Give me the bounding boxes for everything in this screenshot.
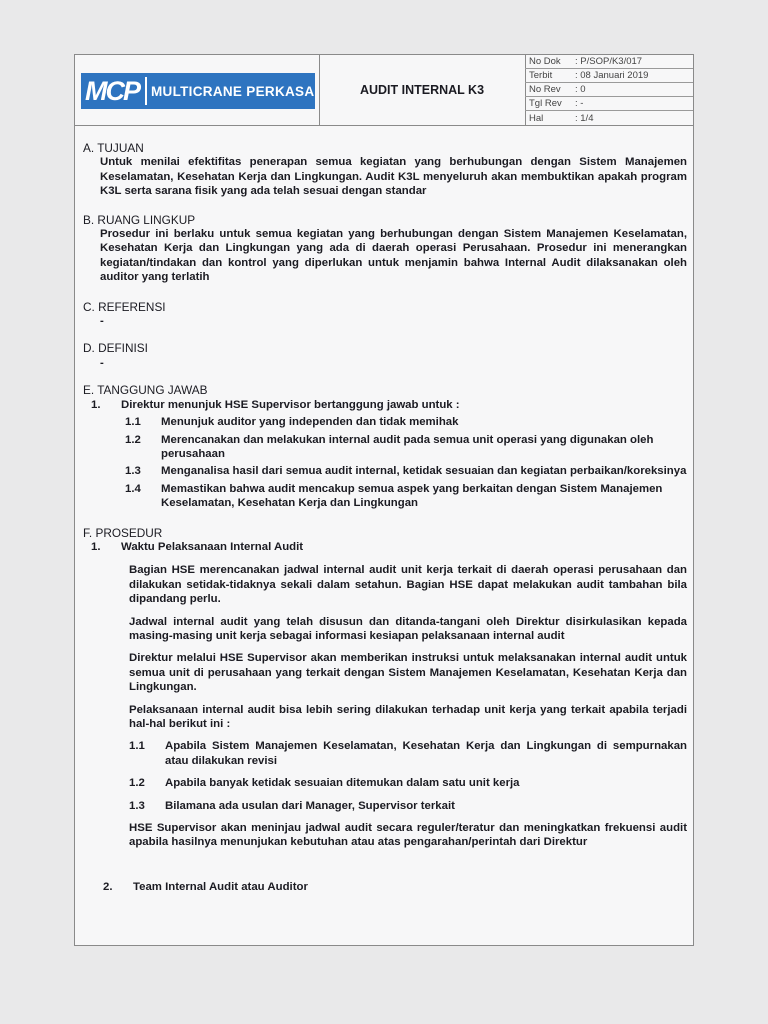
document-page xyxy=(74,54,694,946)
sub-list-item xyxy=(83,739,687,768)
meta-value: : P/SOP/K3/017 xyxy=(575,56,643,67)
meta-value: : 0 xyxy=(575,84,586,95)
logo-cell xyxy=(75,55,320,125)
meta-value: : 1/4 xyxy=(575,112,594,124)
section-body: - xyxy=(100,315,104,328)
meta-row-tgl-rev xyxy=(525,97,693,111)
paragraph: Bagian HSE merencanakan jadwal internal audit unit kerja terkait di daerah operasi perusahaan dan dilakukan setidak-tidaknya sekali dalam setahun. Bagian HSE dapat melakukan audit tambahan bila dipandang perlu. xyxy=(129,564,687,606)
sub-list-text: Memastikan bahwa audit mencakup semua aspek yang berkaitan dengan Sistem Manajemen Keselamatan, Kesehatan Kerja dan Lingkungan xyxy=(161,482,663,510)
sub-list-number: 1.2 xyxy=(125,433,141,446)
document-header xyxy=(75,55,693,126)
sub-list-number: 1.3 xyxy=(125,465,141,478)
section-body: Untuk menilai efektifitas penerapan semua kegiatan yang berhubungan dengan Sistem Manajemen Keselamatan, Kesehatan Kerja dan Lingkungan. Audit K3L menyeluruh akan membuktikan apakah program K3L serta sarana fisik yang ada telah sesuai dengan standar xyxy=(100,156,687,198)
section-title: A. TUJUAN xyxy=(83,141,144,155)
meta-row-hal xyxy=(525,111,693,125)
list-text: Direktur menunjuk HSE Supervisor bertanggung jawab untuk : xyxy=(121,398,460,411)
sub-list-item xyxy=(83,433,687,462)
sub-list-text: Bilamana ada usulan dari Manager, Supervisor terkait xyxy=(165,799,455,812)
logo-company-name: MULTICRANE PERKASA xyxy=(151,83,315,99)
sub-list-number: 1.1 xyxy=(125,416,141,429)
meta-key: Terbit xyxy=(529,70,553,81)
section-title: C. REFERENSI xyxy=(83,299,166,314)
paragraph: Pelaksanaan internal audit bisa lebih sering dilakukan terhadap unit kerja yang terkait apabila terjadi hal-hal berikut ini : xyxy=(129,703,687,730)
meta-key: No Rev xyxy=(529,84,561,95)
sub-list-text: Merencanakan dan melakukan internal audit pada semua unit operasi yang digunakan oleh perusahaan xyxy=(161,433,654,460)
list-item xyxy=(83,398,687,412)
sub-list-item xyxy=(83,799,687,813)
sub-list-text: Apabila banyak ketidak sesuaian ditemukan dalam satu unit kerja xyxy=(165,777,520,790)
logo-mark: MCP xyxy=(85,75,139,106)
list-number: 1. xyxy=(91,540,101,553)
meta-key: Hal xyxy=(529,112,544,124)
meta-value: : - xyxy=(575,98,584,109)
document-body xyxy=(83,141,687,894)
section-definisi xyxy=(83,341,687,370)
sub-list-text: Menunjuk auditor yang independen dan tidak memihak xyxy=(161,416,459,429)
sub-list-item xyxy=(83,776,687,790)
sub-list-item xyxy=(83,464,687,478)
sub-list-number: 1.2 xyxy=(129,777,145,790)
list-item xyxy=(83,880,687,894)
section-prosedur xyxy=(83,526,687,895)
section-referensi xyxy=(83,300,687,329)
sub-list-item xyxy=(83,482,687,511)
document-title: AUDIT INTERNAL K3 xyxy=(319,55,526,125)
meta-key: Tgl Rev xyxy=(529,98,562,109)
sub-list-text: Menganalisa hasil dari semua audit internal, ketidak sesuaian dan kegiatan perbaikan/koreksinya xyxy=(161,465,687,478)
company-logo xyxy=(81,73,315,109)
sub-list-text: Apabila Sistem Manajemen Keselamatan, Kesehatan Kerja dan Lingkungan di sempurnakan atau dilakukan revisi xyxy=(165,740,687,767)
sub-list-number: 1.4 xyxy=(125,482,141,495)
sub-list-number: 1.3 xyxy=(129,799,145,812)
list-number: 2. xyxy=(103,880,113,893)
paragraph: Jadwal internal audit yang telah disusun dan ditanda-tangani oleh Direktur disirkulasikan kepada masing-masing unit kerja sebagai informasi kesiapan pelaksanaan internal audit xyxy=(129,615,687,642)
section-title: F. PROSEDUR xyxy=(83,525,163,540)
meta-key: No Dok xyxy=(529,56,561,67)
sub-list-number: 1.1 xyxy=(129,740,145,753)
list-text: Waktu Pelaksanaan Internal Audit xyxy=(121,540,304,553)
meta-value: : 08 Januari 2019 xyxy=(575,70,649,81)
meta-row-no-rev xyxy=(525,83,693,97)
meta-row-terbit xyxy=(525,69,693,83)
section-title: E. TANGGUNG JAWAB xyxy=(83,383,208,398)
section-ruang-lingkup xyxy=(83,213,687,285)
section-tujuan xyxy=(83,141,687,199)
list-number: 1. xyxy=(91,398,101,411)
list-text: Team Internal Audit atau Auditor xyxy=(133,880,308,893)
paragraph: Direktur melalui HSE Supervisor akan memberikan instruksi untuk melaksanakan internal audit untuk semua unit di perusahaan yang terkait dengan Sistem Manajemen Keselamatan, Kesehatan Kerja dan Lingkungan. xyxy=(129,652,687,694)
sub-list-item xyxy=(83,415,687,429)
section-title: D. DEFINISI xyxy=(83,341,148,356)
meta-row-no-dok xyxy=(525,55,693,69)
section-body: Prosedur ini berlaku untuk semua kegiatan yang berhubungan dengan Sistem Manajemen Keselamatan, Kesehatan Kerja dan Lingkungan yang ada di daerah operasi Perusahaan. Prosedur ini menerangkan kegiatan/tindakan dan kontrol yang diperlukan untuk menjamin bahwa Internal Audit dilaksanakan oleh auditor yang terlatih xyxy=(100,228,687,284)
list-item xyxy=(83,540,687,554)
paragraph: HSE Supervisor akan meninjau jadwal audit secara reguler/teratur dan meningkatkan frekuensi audit apabila hasilnya menunjukan kebutuhan atau atas pengarahan/perintah dari Direktur xyxy=(129,822,687,849)
section-body: - xyxy=(100,356,104,369)
section-tanggung-jawab xyxy=(83,383,687,510)
logo-divider xyxy=(145,77,147,105)
section-title: B. RUANG LINGKUP xyxy=(83,212,196,227)
document-meta-table xyxy=(525,55,693,125)
